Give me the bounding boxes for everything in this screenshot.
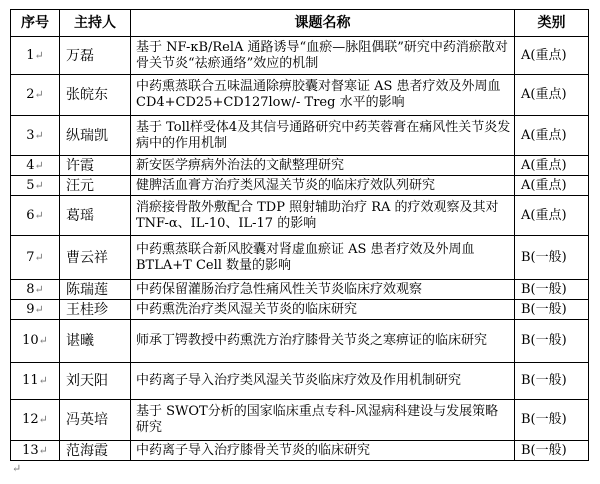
row-no: 10 [22, 333, 39, 348]
row-host: 万磊 [60, 37, 131, 75]
row-no: 7 [26, 249, 35, 265]
row-no: 9 [26, 301, 35, 317]
row-title: 基于 NF-κB/RelA 通路诱导“血瘀—脉阻偶联”研究中药消瘀散对骨关节炎“祛瘀通络”效应的机制 [131, 37, 515, 75]
row-title: 健脾活血膏方治疗类风湿关节炎的临床疗效队列研究 [131, 176, 515, 196]
table-row [11, 363, 589, 400]
row-no-cell [11, 116, 60, 156]
paragraph-mark-icon: ↵ [38, 413, 48, 426]
row-no: 6 [26, 207, 35, 223]
paragraph-mark-icon: ↵ [38, 443, 48, 457]
row-host: 汪元 [60, 176, 131, 196]
row-host: 范海霞 [60, 441, 131, 461]
row-no-cell [11, 320, 60, 363]
paragraph-mark-icon: ↵ [34, 250, 44, 264]
row-category: B(一般) [515, 300, 589, 320]
row-no-cell [11, 176, 60, 196]
row-no-cell [11, 156, 60, 176]
row-title: 新安医学痹病外治法的文献整理研究 [131, 156, 515, 176]
row-no: 1 [26, 47, 35, 63]
row-no-cell [11, 280, 60, 300]
row-title: 基于 Toll样受体4及其信号通路研究中药芙蓉膏在痛风性关节炎发病中的作用机制 [131, 116, 515, 156]
row-title: 中药离子导入治疗类风湿关节炎临床疗效及作用机制研究 [131, 363, 515, 400]
row-category: A(重点) [515, 116, 589, 156]
paragraph-mark-icon: ↵ [34, 302, 44, 316]
row-host: 纵瑞凯 [60, 116, 131, 156]
row-category: A(重点) [515, 37, 589, 75]
row-host: 葛瑶 [60, 196, 131, 236]
row-no: 4 [26, 157, 35, 173]
row-no-cell [11, 75, 60, 116]
row-no: 13 [22, 442, 39, 458]
row-title: 师承丁锷教授中药熏洗方治疗膝骨关节炎之寒痹证的临床研究 [131, 320, 515, 363]
table-row [11, 176, 589, 196]
table-row [11, 116, 589, 156]
row-no: 8 [26, 281, 35, 297]
row-host: 冯英培 [60, 400, 131, 441]
end-paragraph-mark-icon: ↵ [12, 462, 22, 475]
row-category: B(一般) [515, 363, 589, 400]
header-no: 序号 [11, 10, 60, 37]
row-category: B(一般) [515, 441, 589, 461]
row-category: B(一般) [515, 236, 589, 280]
paragraph-mark-icon: ↵ [34, 158, 44, 172]
paragraph-mark-icon: ↵ [38, 374, 48, 387]
paragraph-mark-icon: ↵ [34, 88, 44, 101]
header-category: 类别 [515, 10, 589, 37]
row-no-cell [11, 300, 60, 320]
row-category: A(重点) [515, 176, 589, 196]
row-title: 中药熏蒸联合五味温通除痹胶囊对督寒证 AS 患者疗效及外周血 CD4+CD25+CD127low/- Treg 水平的影响 [131, 75, 515, 116]
table-row [11, 400, 589, 441]
paragraph-mark-icon: ↵ [34, 128, 44, 142]
row-no: 12 [22, 412, 39, 427]
table-row [11, 196, 589, 236]
row-host: 许霞 [60, 156, 131, 176]
row-no-cell [11, 236, 60, 280]
row-category: B(一般) [515, 400, 589, 441]
row-title: 消瘀接骨散外敷配合 TDP 照射辅助治疗 RA 的疗效观察及其对 TNF-α、IL-10、IL-17 的影响 [131, 196, 515, 236]
row-no-cell [11, 363, 60, 400]
paragraph-mark-icon: ↵ [34, 208, 44, 222]
row-host: 王桂珍 [60, 300, 131, 320]
header-title: 课题名称 [131, 10, 515, 37]
row-host: 张皖东 [60, 75, 131, 116]
row-category: B(一般) [515, 320, 589, 363]
paragraph-mark-icon: ↵ [34, 178, 44, 192]
row-no-cell [11, 37, 60, 75]
header-row [11, 10, 589, 37]
table-row [11, 156, 589, 176]
table-row [11, 37, 589, 75]
row-host: 曹云祥 [60, 236, 131, 280]
row-no-cell [11, 441, 60, 461]
paragraph-mark-icon: ↵ [34, 48, 44, 62]
row-category: A(重点) [515, 156, 589, 176]
row-no: 11 [22, 373, 39, 388]
project-table [10, 9, 589, 461]
row-category: B(一般) [515, 280, 589, 300]
table-row [11, 320, 589, 363]
row-category: A(重点) [515, 75, 589, 116]
row-title: 基于 SWOT分析的国家临床重点专科-风湿病科建设与发展策略研究 [131, 400, 515, 441]
row-host: 刘天阳 [60, 363, 131, 400]
table-row [11, 75, 589, 116]
table-row [11, 280, 589, 300]
row-no: 5 [26, 177, 35, 193]
row-host: 陈瑞莲 [60, 280, 131, 300]
header-host: 主持人 [60, 10, 131, 37]
row-title: 中药熏蒸联合新风胶囊对肾虚血瘀证 AS 患者疗效及外周血 BTLA+T Cell 数量的影响 [131, 236, 515, 280]
row-title: 中药熏洗治疗类风湿关节炎的临床研究 [131, 300, 515, 320]
row-category: A(重点) [515, 196, 589, 236]
row-no-cell [11, 196, 60, 236]
row-no: 3 [26, 127, 35, 143]
row-title: 中药离子导入治疗膝骨关节炎的临床研究 [131, 441, 515, 461]
table-row [11, 300, 589, 320]
row-no: 2 [26, 87, 35, 102]
paragraph-mark-icon: ↵ [38, 334, 48, 347]
table-row [11, 236, 589, 280]
row-no-cell [11, 400, 60, 441]
table-row [11, 441, 589, 461]
row-title: 中药保留灌肠治疗急性痛风性关节炎临床疗效观察 [131, 280, 515, 300]
paragraph-mark-icon: ↵ [34, 282, 44, 296]
row-host: 谌曦 [60, 320, 131, 363]
